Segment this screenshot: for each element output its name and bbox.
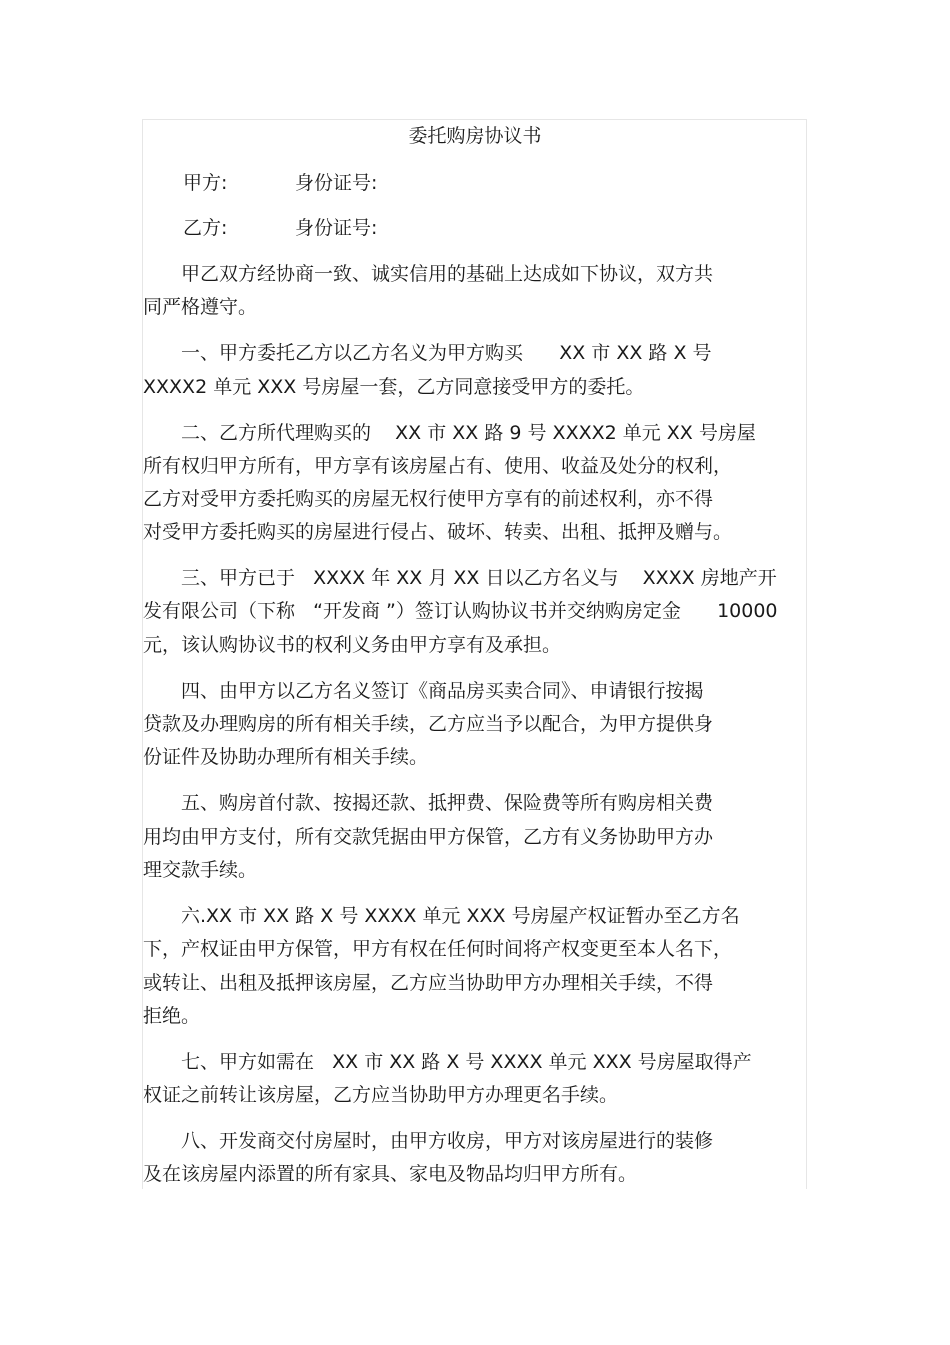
- document-title: 委托购房协议书: [408, 125, 542, 147]
- clause-line: 权证之前转让该房屋，乙方应当协助甲方办理更名手续。: [143, 1084, 619, 1106]
- clause-line: 发有限公司（下称 “开发商 ”）签订认购协议书并交纳购房定金 10000: [143, 600, 778, 622]
- clause-line: 二、乙方所代理购买的 XX 市 XX 路 9 号 XXXX2 单元 XX 号房屋: [181, 422, 756, 444]
- clause-line: 份证件及协助办理所有相关手续。: [143, 746, 429, 768]
- clause-line: 一、甲方委托乙方以乙方名义为甲方购买 XX 市 XX 路 X 号: [181, 342, 712, 364]
- clause-line: 用均由甲方支付，所有交款凭据由甲方保管，乙方有义务协助甲方办: [143, 826, 714, 848]
- clause-line: 对受甲方委托购买的房屋进行侵占、破坏、转卖、出租、抵押及赠与。: [143, 521, 733, 543]
- clause-line: 或转让、出租及抵押该房屋，乙方应当协助甲方办理相关手续，不得: [143, 972, 714, 994]
- clause-line: 六.XX 市 XX 路 X 号 XXXX 单元 XXX 号房屋产权证暂办至乙方名: [181, 905, 740, 927]
- party-b-id-label: 身份证号:: [295, 217, 378, 239]
- party-a-label: 甲方:: [183, 172, 228, 194]
- clause-line: 乙方对受甲方委托购买的房屋无权行使甲方享有的前述权利，亦不得: [143, 488, 714, 510]
- clause-line: XXXX2 单元 XXX 号房屋一套，乙方同意接受甲方的委托。: [143, 376, 645, 398]
- clause-line: 四、由甲方以乙方名义签订《商品房买卖合同》、申请银行按揭: [181, 680, 704, 702]
- clause-line: 元，该认购协议书的权利义务由甲方享有及承担。: [143, 634, 562, 656]
- clause-line: 所有权归甲方所有，甲方享有该房屋占有、使用、收益及处分的权利，: [143, 455, 733, 477]
- intro-line: 同严格遵守。: [143, 296, 258, 318]
- clause-line: 下，产权证由甲方保管，甲方有权在任何时间将产权变更至本人名下，: [143, 938, 733, 960]
- clause-line: 三、甲方已于 XXXX 年 XX 月 XX 日以乙方名义与 XXXX 房地产开: [181, 567, 777, 589]
- party-b-label: 乙方:: [183, 217, 228, 239]
- clause-line: 七、甲方如需在 XX 市 XX 路 X 号 XXXX 单元 XXX 号房屋取得产: [181, 1051, 752, 1073]
- clause-line: 理交款手续。: [143, 859, 258, 881]
- clause-line: 八、开发商交付房屋时，由甲方收房，甲方对该房屋进行的装修: [181, 1130, 714, 1152]
- clause-line: 及在该房屋内添置的所有家具、家电及物品均归甲方所有。: [143, 1163, 638, 1185]
- intro-line: 甲乙双方经协商一致、诚实信用的基础上达成如下协议，双方共: [181, 263, 714, 285]
- clause-line: 五、购房首付款、按揭还款、抵押费、保险费等所有购房相关费: [181, 792, 714, 814]
- clause-line: 拒绝。: [143, 1005, 201, 1027]
- clause-line: 贷款及办理购房的所有相关手续，乙方应当予以配合，为甲方提供身: [143, 713, 714, 735]
- party-a-id-label: 身份证号:: [295, 172, 378, 194]
